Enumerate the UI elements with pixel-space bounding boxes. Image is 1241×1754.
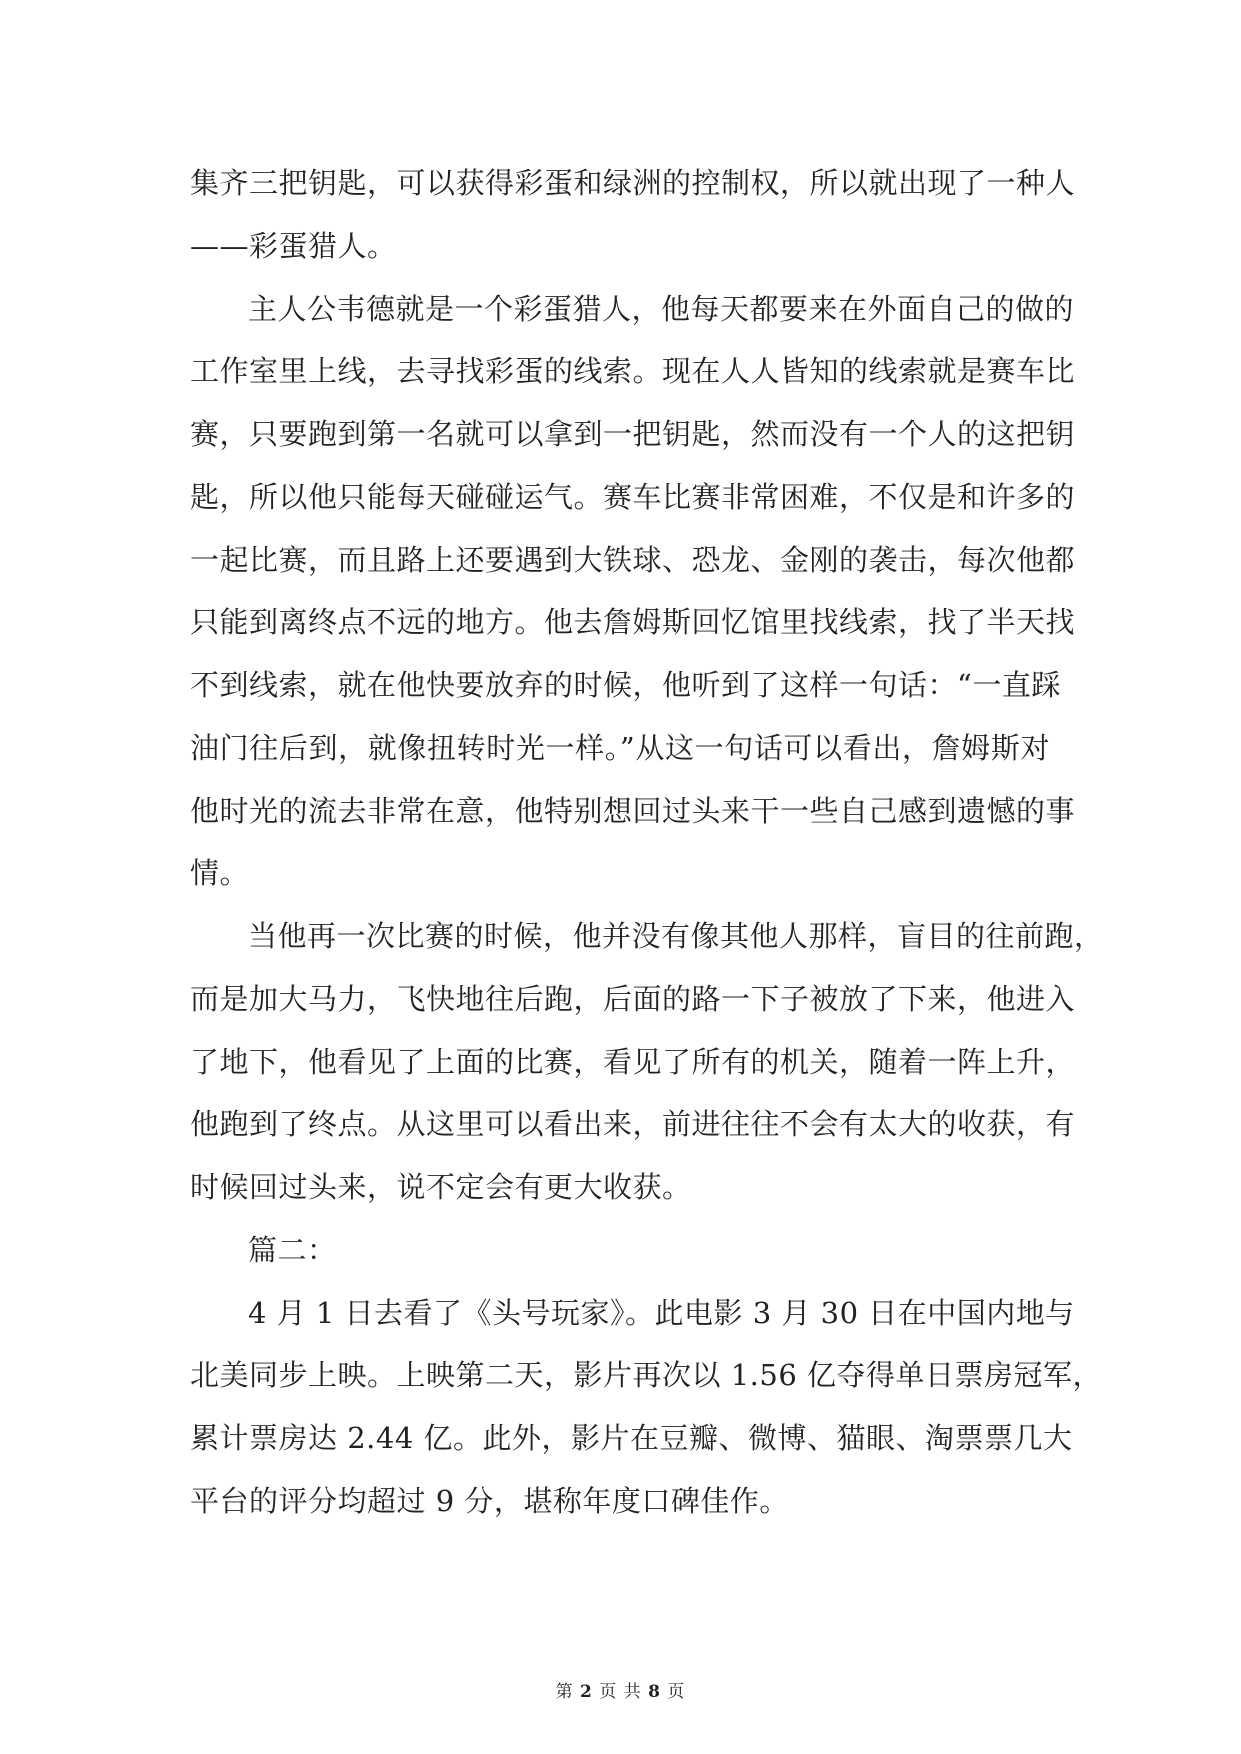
text-line: 匙，所以他只能每天碰碰运气。赛车比赛非常困难，不仅是和许多的 <box>190 479 1076 514</box>
text-line: 累计票房达 2.44 亿。此外，影片在豆瓣、微博、猫眼、淘票票几大 <box>190 1421 1073 1455</box>
text-line: 一起比赛，而且路上还要遇到大铁球、恐龙、金刚的袭击，每次他都 <box>190 542 1076 577</box>
footer-middle: 页 共 <box>599 1682 642 1702</box>
total-pages-number: 8 <box>648 1682 661 1702</box>
text-line: ——彩蛋猎人。 <box>190 228 397 263</box>
text-line: 主人公韦德就是一个彩蛋猎人，他每天都要来在外面自己的做的 <box>248 291 1075 326</box>
text-line: 他跑到了终点。从这里可以看出来，前进往往不会有太大的收获，有 <box>190 1107 1076 1142</box>
text-line: 赛，只要跑到第一名就可以拿到一把钥匙，然而没有一个人的这把钥 <box>190 417 1076 451</box>
text-line: 不到线索，就在他快要放弃的时候，他听到了这样一句话：“一直踩 <box>190 668 1061 702</box>
text-line: 当他再一次比赛的时候，他并没有像其他人那样，盲目的往前跑， <box>248 919 1104 953</box>
text-line: 集齐三把钥匙，可以获得彩蛋和绿洲的控制权，所以就出现了一种人 <box>190 166 1076 200</box>
text-line: 油门往后到，就像扭转时光一样。”从这一句话可以看出，詹姆斯对 <box>190 730 1050 765</box>
text-line: 他时光的流去非常在意，他特别想回过头来干一些自己感到遗憾的事 <box>190 793 1076 828</box>
footer-suffix: 页 <box>667 1682 686 1702</box>
text-line: 而是加大马力，飞快地往后跑，后面的路一下子被放了下来，他进入 <box>190 981 1076 1016</box>
body-text <box>190 152 1104 1533</box>
text-line: 只能到离终点不远的地方。他去詹姆斯回忆馆里找线索，找了半天找 <box>190 605 1076 640</box>
text-line: 4 月 1 日去看了《头号玩家》。此电影 3 月 30 日在中国内地与 <box>248 1295 1075 1330</box>
section-heading: 篇二： <box>248 1232 337 1267</box>
current-page-number: 2 <box>580 1682 593 1702</box>
text-line: 北美同步上映。上映第二天，影片再次以 1.56 亿夺得单日票房冠军， <box>190 1358 1103 1393</box>
text-line: 情。 <box>190 856 250 891</box>
footer-prefix: 第 <box>555 1682 574 1702</box>
text-line: 了地下，他看见了上面的比赛，看见了所有的机关，随着一阵上升， <box>190 1044 1076 1079</box>
text-line: 平台的评分均超过 9 分，堪称年度口碑佳作。 <box>190 1483 789 1518</box>
text-line: 工作室里上线，去寻找彩蛋的线索。现在人人皆知的线索就是赛车比 <box>190 354 1076 389</box>
page-number-footer <box>0 1677 1241 1702</box>
text-line: 时候回过头来，说不定会有更大收获。 <box>190 1170 692 1204</box>
